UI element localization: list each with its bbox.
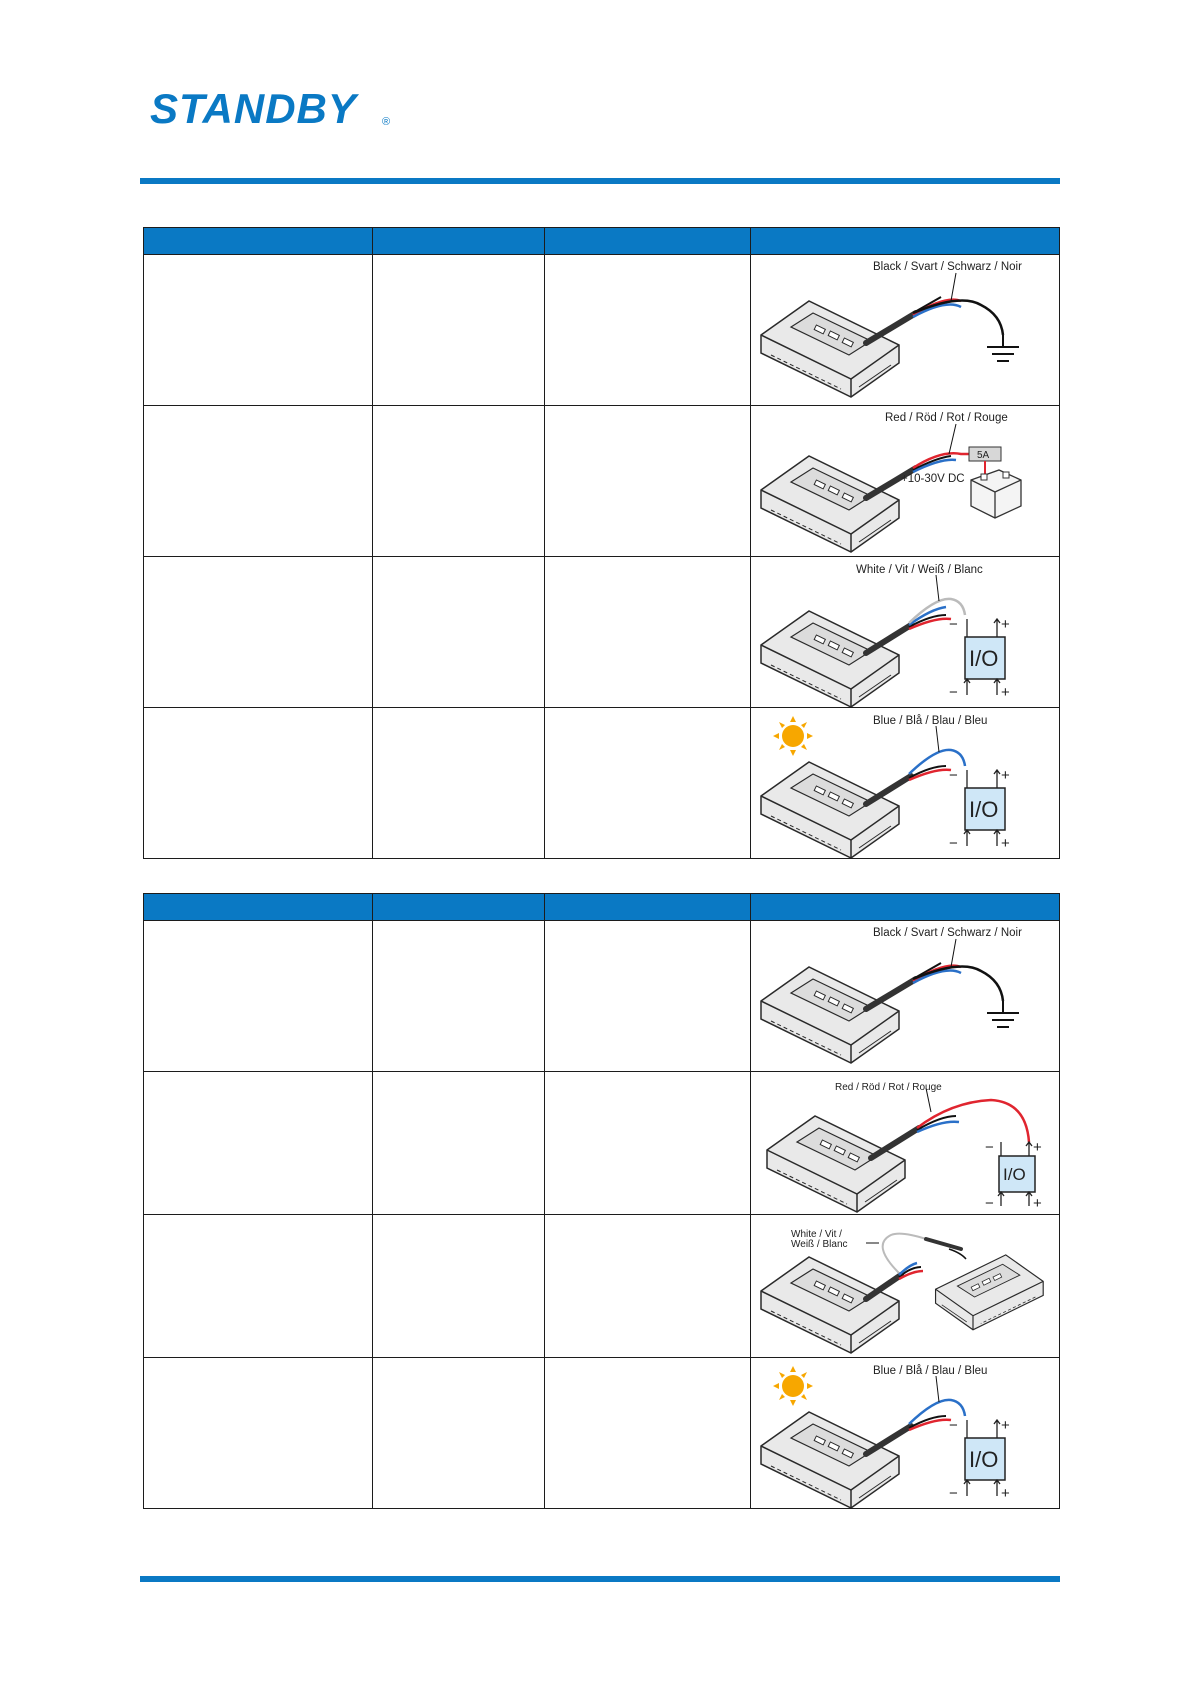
header-cell	[545, 894, 751, 921]
table-cell	[545, 255, 751, 406]
wiring-table-1	[143, 227, 1060, 859]
header-cell	[373, 228, 545, 255]
display-device-icon	[761, 967, 899, 1063]
wire-label: Red / Röd / Rot / Rouge	[835, 1082, 942, 1093]
table-cell	[545, 1358, 751, 1509]
blue-day-night-diagram	[751, 708, 1059, 858]
svg-text:+: +	[1001, 616, 1010, 633]
table-cell	[144, 1215, 373, 1358]
display-device-icon	[761, 1412, 899, 1508]
svg-text:+: +	[1001, 1485, 1010, 1502]
display-device-icon	[761, 456, 899, 552]
svg-text:+: +	[1001, 835, 1010, 852]
svg-text:®: ®	[382, 116, 391, 128]
sun-icon	[773, 716, 813, 756]
wire-label: Blue / Blå / Blau / Bleu	[873, 715, 988, 727]
wire-label: Black / Svart / Schwarz / Noir	[873, 261, 1022, 273]
wiring-diagram-cell	[751, 1215, 1060, 1358]
table-cell	[373, 1358, 545, 1509]
header-cell	[373, 894, 545, 921]
blue-day-night-diagram	[751, 1358, 1059, 1508]
svg-text:−: −	[949, 1485, 958, 1502]
fuse-label: 5A	[977, 450, 990, 461]
voltage-label: +10-30V DC	[901, 473, 965, 485]
black-ground-diagram	[751, 921, 1059, 1071]
wire-label: Black / Svart / Schwarz / Noir	[873, 927, 1022, 939]
display-device-icon	[761, 1257, 899, 1353]
table-row	[144, 557, 1060, 708]
white-link-diagram	[751, 1215, 1059, 1357]
table-row	[144, 1358, 1060, 1509]
wiring-diagram-cell	[751, 557, 1060, 708]
table-cell	[144, 1072, 373, 1215]
table-row	[144, 1072, 1060, 1215]
io-label: I/O	[1003, 1165, 1026, 1184]
moon-icon	[818, 722, 835, 754]
svg-text:−: −	[949, 1417, 958, 1434]
io-label: I/O	[969, 646, 999, 671]
header-cell	[751, 894, 1060, 921]
top-rule	[140, 178, 1060, 184]
io-label: I/O	[969, 797, 999, 822]
table-cell	[545, 557, 751, 708]
wiring-diagram-cell	[751, 921, 1060, 1072]
table-cell	[373, 255, 545, 406]
table-cell	[545, 921, 751, 1072]
table-row	[144, 1215, 1060, 1358]
wire-label: White / Vit / Weiß / Blanc	[856, 564, 983, 576]
second-device-icon	[936, 1255, 1044, 1330]
svg-text:+: +	[1001, 767, 1010, 784]
svg-text:−: −	[949, 684, 958, 701]
table-row	[144, 708, 1060, 859]
wire-label: Blue / Blå / Blau / Bleu	[873, 1365, 988, 1377]
header-cell	[545, 228, 751, 255]
display-device-icon	[761, 762, 899, 858]
table-cell	[144, 708, 373, 859]
white-io-diagram	[751, 557, 1059, 707]
ground-symbol-icon	[987, 335, 1019, 361]
red-power-diagram	[751, 406, 1059, 556]
table-row	[144, 255, 1060, 406]
display-device-icon	[767, 1116, 905, 1212]
display-device-icon	[761, 301, 899, 397]
wiring-table-2	[143, 893, 1060, 1509]
table-cell	[144, 406, 373, 557]
table-row	[144, 921, 1060, 1072]
table-cell	[373, 1215, 545, 1358]
svg-text:STANDBY: STANDBY	[150, 85, 357, 130]
table-cell	[373, 406, 545, 557]
wire-label-line1: White / Vit /	[791, 1229, 842, 1240]
table-cell	[545, 406, 751, 557]
wiring-diagram-cell	[751, 406, 1060, 557]
svg-text:−: −	[949, 767, 958, 784]
wiring-diagram-cell	[751, 255, 1060, 406]
header-cell	[144, 894, 373, 921]
table-cell	[373, 708, 545, 859]
wiring-diagram-cell	[751, 708, 1060, 859]
svg-text:−: −	[949, 616, 958, 633]
red-io-diagram	[751, 1072, 1059, 1214]
battery-icon	[971, 470, 1021, 518]
sun-icon	[773, 1366, 813, 1406]
table-cell	[373, 557, 545, 708]
moon-icon	[818, 1372, 835, 1404]
black-ground-diagram	[751, 255, 1059, 405]
svg-text:−: −	[985, 1139, 994, 1156]
svg-text:+: +	[1033, 1195, 1042, 1212]
table-cell	[373, 1072, 545, 1215]
svg-text:−: −	[985, 1195, 994, 1212]
bottom-rule	[140, 1576, 1060, 1582]
table-cell	[373, 921, 545, 1072]
wire-label-line2: Weiß / Blanc	[791, 1239, 848, 1250]
svg-text:−: −	[949, 835, 958, 852]
standby-logo	[150, 85, 400, 130]
table-row	[144, 406, 1060, 557]
table-cell	[545, 1072, 751, 1215]
header-cell	[144, 228, 373, 255]
table-cell	[144, 921, 373, 1072]
table-cell	[545, 1215, 751, 1358]
table-header-row	[144, 228, 1060, 255]
table-cell	[144, 557, 373, 708]
table-cell	[144, 1358, 373, 1509]
svg-text:+: +	[1001, 684, 1010, 701]
svg-text:+: +	[1033, 1139, 1042, 1156]
svg-text:+: +	[1001, 1417, 1010, 1434]
io-label: I/O	[969, 1447, 999, 1472]
wire-label: Red / Röd / Rot / Rouge	[885, 412, 1008, 424]
table-cell	[545, 708, 751, 859]
display-device-icon	[761, 611, 899, 707]
wiring-diagram-cell	[751, 1072, 1060, 1215]
wiring-diagram-cell	[751, 1358, 1060, 1509]
header-cell	[751, 228, 1060, 255]
table-header-row	[144, 894, 1060, 921]
ground-symbol-icon	[987, 1001, 1019, 1027]
table-cell	[144, 255, 373, 406]
